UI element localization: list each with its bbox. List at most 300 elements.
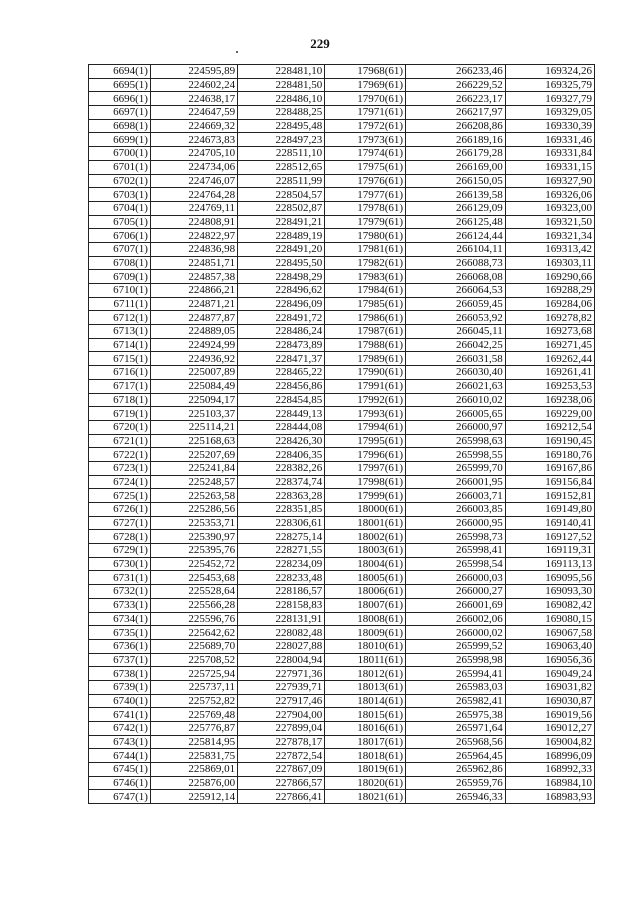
table-cell: 224595,89 <box>150 65 237 79</box>
table-cell: 228486,24 <box>238 325 325 339</box>
table-cell: 265998,98 <box>406 653 506 667</box>
table-row <box>89 626 595 640</box>
table-cell: 266088,73 <box>406 256 506 270</box>
table-cell: 6741(1) <box>89 708 151 722</box>
table-cell: 169063,40 <box>505 639 594 653</box>
table-cell: 266002,06 <box>406 612 506 626</box>
table-row <box>89 516 595 530</box>
table-cell: 224889,05 <box>150 325 237 339</box>
table-cell: 224734,06 <box>150 160 237 174</box>
table-cell: 6747(1) <box>89 790 151 804</box>
table-cell: 17985(61) <box>325 297 406 311</box>
table-cell: 228489,19 <box>238 229 325 243</box>
table-row <box>89 188 595 202</box>
table-cell: 225103,37 <box>150 407 237 421</box>
table-cell: 18019(61) <box>325 763 406 777</box>
table-cell: 266031,58 <box>406 352 506 366</box>
table-cell: 225725,94 <box>150 667 237 681</box>
table-cell: 224936,92 <box>150 352 237 366</box>
table-cell: 266001,95 <box>406 475 506 489</box>
table-cell: 168984,10 <box>505 776 594 790</box>
table-cell: 17996(61) <box>325 448 406 462</box>
table-cell: 266223,17 <box>406 92 506 106</box>
table-row <box>89 106 595 120</box>
table-cell: 169004,82 <box>505 735 594 749</box>
table-cell: 17970(61) <box>325 92 406 106</box>
table-cell: 228363,28 <box>238 489 325 503</box>
table-cell: 169321,34 <box>505 229 594 243</box>
table-cell: 266000,03 <box>406 571 506 585</box>
table-row <box>89 557 595 571</box>
table-cell: 169113,13 <box>505 557 594 571</box>
table-row <box>89 776 595 790</box>
table-cell: 224924,99 <box>150 338 237 352</box>
table-cell: 227917,46 <box>238 694 325 708</box>
table-cell: 266150,05 <box>406 174 506 188</box>
table-cell: 169127,52 <box>505 530 594 544</box>
table-cell: 169284,06 <box>505 297 594 311</box>
table-cell: 6745(1) <box>89 763 151 777</box>
table-cell: 228504,57 <box>238 188 325 202</box>
table-cell: 266129,09 <box>406 201 506 215</box>
table-cell: 228486,10 <box>238 92 325 106</box>
table-cell: 169080,15 <box>505 612 594 626</box>
table-cell: 224866,21 <box>150 284 237 298</box>
table-row <box>89 325 595 339</box>
table-row <box>89 735 595 749</box>
table-cell: 17980(61) <box>325 229 406 243</box>
table-cell: 169326,06 <box>505 188 594 202</box>
table-cell: 17969(61) <box>325 78 406 92</box>
table-cell: 169324,26 <box>505 65 594 79</box>
table-cell: 265959,76 <box>406 776 506 790</box>
table-cell: 18016(61) <box>325 722 406 736</box>
table-cell: 265994,41 <box>406 667 506 681</box>
table-cell: 225353,71 <box>150 516 237 530</box>
table-cell: 17987(61) <box>325 325 406 339</box>
table-cell: 6742(1) <box>89 722 151 736</box>
table-cell: 266104,11 <box>406 242 506 256</box>
table-cell: 6711(1) <box>89 297 151 311</box>
table-cell: 266139,58 <box>406 188 506 202</box>
table-cell: 266010,02 <box>406 393 506 407</box>
table-cell: 17999(61) <box>325 489 406 503</box>
table-row <box>89 407 595 421</box>
table-cell: 228456,86 <box>238 379 325 393</box>
table-cell: 6743(1) <box>89 735 151 749</box>
table-cell: 266030,40 <box>406 366 506 380</box>
table-cell: 265999,52 <box>406 639 506 653</box>
table-cell: 265971,64 <box>406 722 506 736</box>
table-cell: 225596,76 <box>150 612 237 626</box>
table-cell: 225737,11 <box>150 680 237 694</box>
table-cell: 227866,41 <box>238 790 325 804</box>
table-cell: 228131,91 <box>238 612 325 626</box>
table-row <box>89 790 595 804</box>
table-cell: 224851,71 <box>150 256 237 270</box>
table-cell: 265946,33 <box>406 790 506 804</box>
table-cell: 228186,57 <box>238 585 325 599</box>
table-cell: 17981(61) <box>325 242 406 256</box>
table-cell: 225752,82 <box>150 694 237 708</box>
table-cell: 6732(1) <box>89 585 151 599</box>
table-row <box>89 763 595 777</box>
table-cell: 6717(1) <box>89 379 151 393</box>
table-cell: 169093,30 <box>505 585 594 599</box>
table-cell: 18018(61) <box>325 749 406 763</box>
table-row <box>89 284 595 298</box>
table-cell: 6737(1) <box>89 653 151 667</box>
table-cell: 18013(61) <box>325 680 406 694</box>
table-cell: 6726(1) <box>89 503 151 517</box>
table-cell: 168992,33 <box>505 763 594 777</box>
table-row <box>89 119 595 133</box>
table-cell: 265999,70 <box>406 461 506 475</box>
table-cell: 6700(1) <box>89 147 151 161</box>
table-cell: 225094,17 <box>150 393 237 407</box>
table-cell: 169031,82 <box>505 680 594 694</box>
table-cell: 169331,46 <box>505 133 594 147</box>
table-cell: 169303,11 <box>505 256 594 270</box>
table-cell: 266064,53 <box>406 284 506 298</box>
table-cell: 225876,00 <box>150 776 237 790</box>
table-row <box>89 667 595 681</box>
table-cell: 228491,20 <box>238 242 325 256</box>
table-cell: 6710(1) <box>89 284 151 298</box>
table-cell: 228082,48 <box>238 626 325 640</box>
table-cell: 265964,45 <box>406 749 506 763</box>
table-cell: 266169,00 <box>406 160 506 174</box>
table-cell: 169019,56 <box>505 708 594 722</box>
table-cell: 228275,14 <box>238 530 325 544</box>
table-cell: 6733(1) <box>89 598 151 612</box>
table-row <box>89 147 595 161</box>
table-cell: 6738(1) <box>89 667 151 681</box>
table-cell: 266003,71 <box>406 489 506 503</box>
table-cell: 266021,63 <box>406 379 506 393</box>
table-cell: 224822,97 <box>150 229 237 243</box>
table-row <box>89 215 595 229</box>
speck-mark <box>236 51 238 53</box>
table-cell: 225114,21 <box>150 420 237 434</box>
table-cell: 228481,10 <box>238 65 325 79</box>
table-cell: 228512,65 <box>238 160 325 174</box>
table-cell: 169327,90 <box>505 174 594 188</box>
table-cell: 265998,54 <box>406 557 506 571</box>
table-cell: 228351,85 <box>238 503 325 517</box>
table-cell: 225241,84 <box>150 461 237 475</box>
table-cell: 17972(61) <box>325 119 406 133</box>
table-cell: 18009(61) <box>325 626 406 640</box>
table-cell: 228233,48 <box>238 571 325 585</box>
table-row <box>89 461 595 475</box>
table-cell: 18004(61) <box>325 557 406 571</box>
table-cell: 17971(61) <box>325 106 406 120</box>
table-row <box>89 722 595 736</box>
table-cell: 169119,31 <box>505 544 594 558</box>
table-row <box>89 653 595 667</box>
table-row <box>89 585 595 599</box>
table-cell: 224638,17 <box>150 92 237 106</box>
table-cell: 6705(1) <box>89 215 151 229</box>
table-row <box>89 530 595 544</box>
table-cell: 169261,41 <box>505 366 594 380</box>
table-cell: 224647,59 <box>150 106 237 120</box>
table-cell: 18008(61) <box>325 612 406 626</box>
table-cell: 169273,68 <box>505 325 594 339</box>
table-cell: 6706(1) <box>89 229 151 243</box>
table-cell: 225769,48 <box>150 708 237 722</box>
table-cell: 266005,65 <box>406 407 506 421</box>
table-cell: 224705,10 <box>150 147 237 161</box>
table-cell: 6696(1) <box>89 92 151 106</box>
table-cell: 266000,02 <box>406 626 506 640</box>
table-row <box>89 544 595 558</box>
table-cell: 228473,89 <box>238 338 325 352</box>
table-cell: 6718(1) <box>89 393 151 407</box>
table-cell: 169253,53 <box>505 379 594 393</box>
table-cell: 265975,38 <box>406 708 506 722</box>
table-row <box>89 639 595 653</box>
table-row <box>89 311 595 325</box>
table-row <box>89 680 595 694</box>
page-number: 229 <box>310 36 330 51</box>
table-cell: 17989(61) <box>325 352 406 366</box>
table-cell: 169321,50 <box>505 215 594 229</box>
table-cell: 17976(61) <box>325 174 406 188</box>
table-row <box>89 393 595 407</box>
table-cell: 169262,44 <box>505 352 594 366</box>
table-cell: 18005(61) <box>325 571 406 585</box>
table-row <box>89 352 595 366</box>
table-cell: 225452,72 <box>150 557 237 571</box>
table-cell: 228491,72 <box>238 311 325 325</box>
table-cell: 228027,88 <box>238 639 325 653</box>
table-cell: 227866,57 <box>238 776 325 790</box>
table-row <box>89 242 595 256</box>
table-row <box>89 270 595 284</box>
table-cell: 18007(61) <box>325 598 406 612</box>
table-cell: 228406,35 <box>238 448 325 462</box>
table-cell: 17992(61) <box>325 393 406 407</box>
table-cell: 266000,27 <box>406 585 506 599</box>
table-cell: 169190,45 <box>505 434 594 448</box>
table-cell: 228426,30 <box>238 434 325 448</box>
table-cell: 17968(61) <box>325 65 406 79</box>
table-cell: 6707(1) <box>89 242 151 256</box>
table-cell: 224857,38 <box>150 270 237 284</box>
table-row <box>89 229 595 243</box>
table-cell: 228271,55 <box>238 544 325 558</box>
table-cell: 224602,24 <box>150 78 237 92</box>
table-cell: 224836,98 <box>150 242 237 256</box>
table-cell: 6723(1) <box>89 461 151 475</box>
table-cell: 228496,62 <box>238 284 325 298</box>
table-cell: 18010(61) <box>325 639 406 653</box>
table-cell: 169288,29 <box>505 284 594 298</box>
table-cell: 6713(1) <box>89 325 151 339</box>
table-cell: 266053,92 <box>406 311 506 325</box>
table-cell: 17986(61) <box>325 311 406 325</box>
table-cell: 6697(1) <box>89 106 151 120</box>
table-cell: 228382,26 <box>238 461 325 475</box>
table-row <box>89 475 595 489</box>
table-cell: 6716(1) <box>89 366 151 380</box>
table-cell: 6725(1) <box>89 489 151 503</box>
table-cell: 228444,08 <box>238 420 325 434</box>
table-cell: 265998,55 <box>406 448 506 462</box>
table-cell: 225263,58 <box>150 489 237 503</box>
table-cell: 169180,76 <box>505 448 594 462</box>
table-row <box>89 297 595 311</box>
table-row <box>89 434 595 448</box>
table-cell: 266003,85 <box>406 503 506 517</box>
table-cell: 17982(61) <box>325 256 406 270</box>
table-cell: 6698(1) <box>89 119 151 133</box>
table-cell: 225831,75 <box>150 749 237 763</box>
table-cell: 225390,97 <box>150 530 237 544</box>
table-cell: 227878,17 <box>238 735 325 749</box>
table-cell: 228158,83 <box>238 598 325 612</box>
table-row <box>89 338 595 352</box>
table-row <box>89 708 595 722</box>
table-cell: 18006(61) <box>325 585 406 599</box>
table-row <box>89 379 595 393</box>
table-cell: 169156,84 <box>505 475 594 489</box>
table-cell: 225168,63 <box>150 434 237 448</box>
table-cell: 168996,09 <box>505 749 594 763</box>
table-cell: 266125,48 <box>406 215 506 229</box>
table-cell: 225528,64 <box>150 585 237 599</box>
table-cell: 18020(61) <box>325 776 406 790</box>
table-row <box>89 366 595 380</box>
table-cell: 6695(1) <box>89 78 151 92</box>
table-cell: 6715(1) <box>89 352 151 366</box>
table-cell: 266124,44 <box>406 229 506 243</box>
coordinates-table-body <box>89 65 595 804</box>
table-cell: 18017(61) <box>325 735 406 749</box>
table-cell: 266001,69 <box>406 598 506 612</box>
table-cell: 227899,04 <box>238 722 325 736</box>
table-row <box>89 133 595 147</box>
table-cell: 266000,95 <box>406 516 506 530</box>
table-cell: 17984(61) <box>325 284 406 298</box>
table-cell: 169140,41 <box>505 516 594 530</box>
table-cell: 228498,29 <box>238 270 325 284</box>
table-row <box>89 694 595 708</box>
table-cell: 224871,21 <box>150 297 237 311</box>
table-cell: 225566,28 <box>150 598 237 612</box>
table-cell: 169330,39 <box>505 119 594 133</box>
table-cell: 18000(61) <box>325 503 406 517</box>
table-cell: 225642,62 <box>150 626 237 640</box>
table-cell: 265962,86 <box>406 763 506 777</box>
table-cell: 265983,03 <box>406 680 506 694</box>
table-cell: 17995(61) <box>325 434 406 448</box>
table-cell: 6703(1) <box>89 188 151 202</box>
table-cell: 265998,41 <box>406 544 506 558</box>
table-row <box>89 174 595 188</box>
table-cell: 225007,89 <box>150 366 237 380</box>
table-cell: 225689,70 <box>150 639 237 653</box>
table-cell: 18012(61) <box>325 667 406 681</box>
table-cell: 6720(1) <box>89 420 151 434</box>
table-cell: 265998,63 <box>406 434 506 448</box>
table-cell: 266045,11 <box>406 325 506 339</box>
table-cell: 6731(1) <box>89 571 151 585</box>
table-cell: 6704(1) <box>89 201 151 215</box>
table-cell: 225395,76 <box>150 544 237 558</box>
table-cell: 228465,22 <box>238 366 325 380</box>
table-cell: 6727(1) <box>89 516 151 530</box>
table-cell: 228497,23 <box>238 133 325 147</box>
coordinates-table <box>88 64 595 804</box>
table-cell: 228234,09 <box>238 557 325 571</box>
table-cell: 169323,00 <box>505 201 594 215</box>
table-cell: 266068,08 <box>406 270 506 284</box>
table-cell: 6729(1) <box>89 544 151 558</box>
table-cell: 6719(1) <box>89 407 151 421</box>
table-cell: 6699(1) <box>89 133 151 147</box>
table-cell: 169049,24 <box>505 667 594 681</box>
table-cell: 169325,79 <box>505 78 594 92</box>
table-cell: 228511,99 <box>238 174 325 188</box>
table-cell: 265982,41 <box>406 694 506 708</box>
table-cell: 169012,27 <box>505 722 594 736</box>
table-cell: 17990(61) <box>325 366 406 380</box>
table-row <box>89 571 595 585</box>
table-cell: 6701(1) <box>89 160 151 174</box>
table-cell: 266179,28 <box>406 147 506 161</box>
table-row <box>89 160 595 174</box>
table-row <box>89 78 595 92</box>
table-cell: 168983,93 <box>505 790 594 804</box>
table-cell: 18015(61) <box>325 708 406 722</box>
table-cell: 17973(61) <box>325 133 406 147</box>
table-cell: 228502,87 <box>238 201 325 215</box>
table-row <box>89 598 595 612</box>
table-cell: 6739(1) <box>89 680 151 694</box>
table-cell: 169229,00 <box>505 407 594 421</box>
table-cell: 169082,42 <box>505 598 594 612</box>
table-cell: 169152,81 <box>505 489 594 503</box>
table-cell: 169167,86 <box>505 461 594 475</box>
table-cell: 228488,25 <box>238 106 325 120</box>
table-row <box>89 92 595 106</box>
table-cell: 266208,86 <box>406 119 506 133</box>
table-cell: 224673,83 <box>150 133 237 147</box>
table-cell: 169313,42 <box>505 242 594 256</box>
table-cell: 225814,95 <box>150 735 237 749</box>
table-cell: 266229,52 <box>406 78 506 92</box>
table-cell: 224769,11 <box>150 201 237 215</box>
table-cell: 169238,06 <box>505 393 594 407</box>
table-cell: 169327,79 <box>505 92 594 106</box>
table-cell: 6728(1) <box>89 530 151 544</box>
table-cell: 225776,87 <box>150 722 237 736</box>
table-cell: 17978(61) <box>325 201 406 215</box>
table-cell: 17975(61) <box>325 160 406 174</box>
table-cell: 225453,68 <box>150 571 237 585</box>
table-cell: 169212,54 <box>505 420 594 434</box>
table-cell: 6740(1) <box>89 694 151 708</box>
table-cell: 169331,15 <box>505 160 594 174</box>
table-row <box>89 256 595 270</box>
table-cell: 6736(1) <box>89 639 151 653</box>
table-cell: 266042,25 <box>406 338 506 352</box>
table-row <box>89 749 595 763</box>
table-cell: 169331,84 <box>505 147 594 161</box>
